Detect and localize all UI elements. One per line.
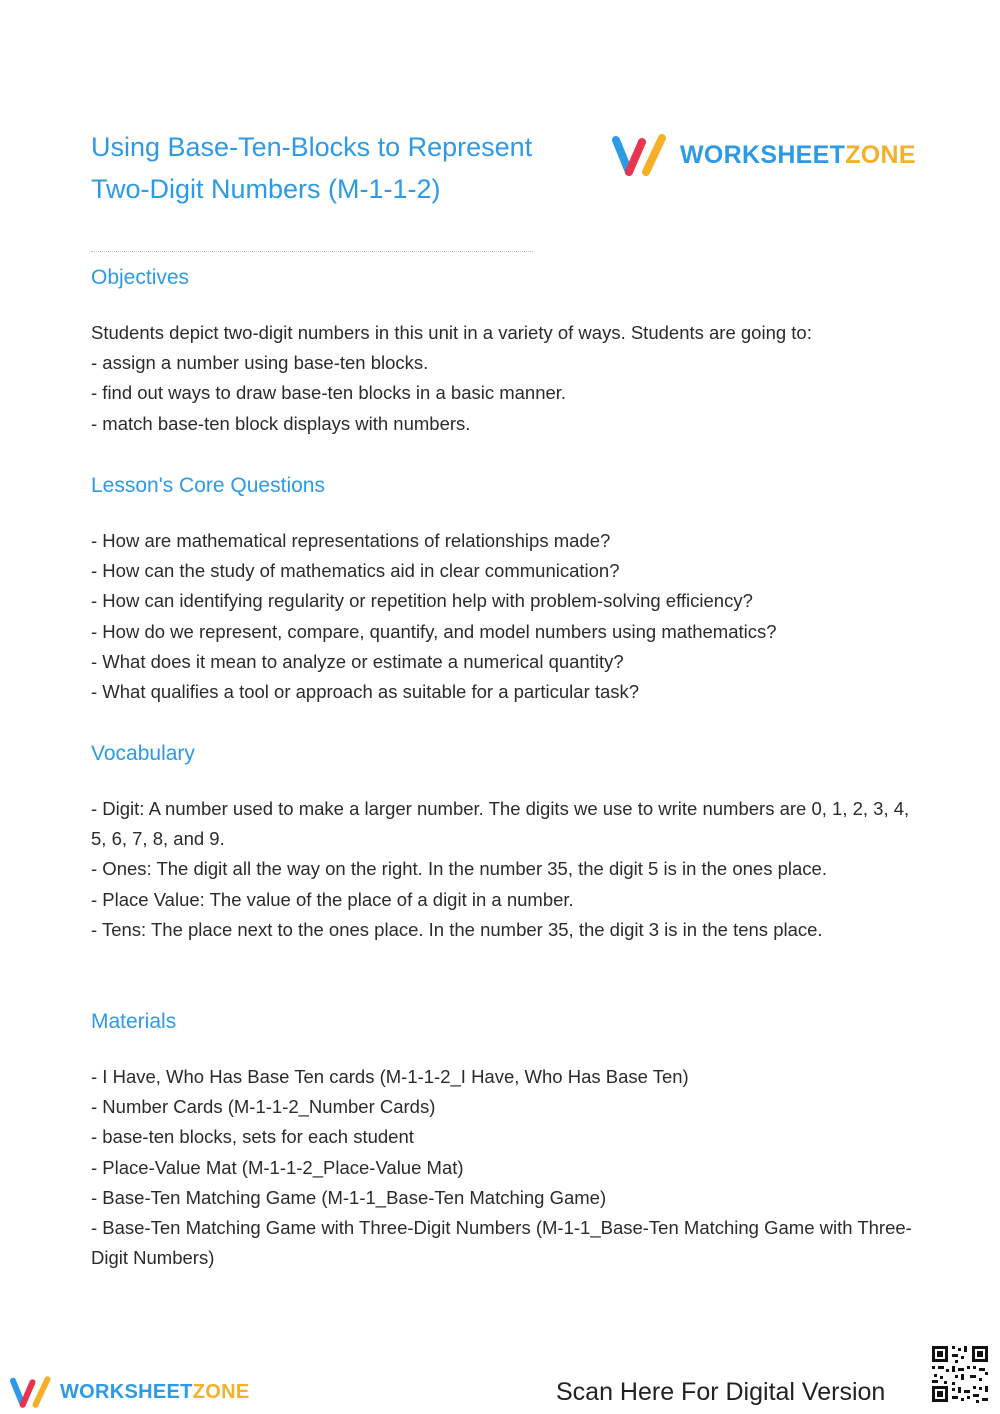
- objectives-heading: Objectives: [91, 266, 190, 289]
- title-divider: [91, 251, 533, 252]
- objectives-line: - match base-ten block displays with numbers.: [91, 412, 471, 434]
- core-question-line: - How can the study of mathematics aid in clear communication?: [91, 560, 620, 582]
- vocabulary-line: - Ones: The digit all the way on the right. In the number 35, the digit 5 is in the ones place.: [91, 858, 827, 880]
- vocabulary-line: - Tens: The place next to the ones place. In the number 35, the digit 3 is in the tens place.: [91, 918, 823, 940]
- core-question-line: - How can identifying regularity or repetition help with problem-solving efficiency?: [91, 590, 753, 612]
- vocabulary-body: [91, 794, 921, 945]
- brand-name-part-2: ZONE: [845, 140, 916, 169]
- materials-line: - Base-Ten Matching Game with Three-Digit Numbers (M-1-1_Base-Ten Matching Game with Three-Digit Numbers): [91, 1217, 912, 1269]
- scan-for-digital-text: Scan Here For Digital Version: [556, 1378, 886, 1406]
- core-question-line: - How are mathematical representations of relationships made?: [91, 530, 611, 551]
- materials-line: - Place-Value Mat (M-1-1-2_Place-Value Mat): [91, 1156, 464, 1178]
- footer-brand-name-part-1: WORKSHEET: [60, 1380, 193, 1403]
- brand-name: [680, 141, 916, 170]
- footer-brand-name: [60, 1381, 249, 1404]
- brand-name-part-1: WORKSHEET: [680, 140, 846, 169]
- core-questions-body: [91, 526, 921, 707]
- vocabulary-line: - Place Value: The value of the place of a digit in a number.: [91, 888, 574, 910]
- objectives-line: - find out ways to draw base-ten blocks in a basic manner.: [91, 382, 567, 404]
- objectives-body: [91, 318, 921, 439]
- qr-code-icon[interactable]: [928, 1342, 992, 1406]
- materials-line: - Number Cards (M-1-1-2_Number Cards): [91, 1096, 436, 1118]
- core-question-line: - What does it mean to analyze or estimate a numerical quantity?: [91, 650, 624, 672]
- materials-line: - I Have, Who Has Base Ten cards (M-1-1-2_I Have, Who Has Base Ten): [91, 1066, 689, 1087]
- vocabulary-line: - Digit: A number used to make a larger number. The digits we use to write numbers are 0, 1, 2, 3, 4, 5, 6, 7, 8, and 9.: [91, 798, 910, 850]
- objectives-line: Students depict two-digit numbers in this unit in a variety of ways. Students are going to:: [91, 322, 812, 343]
- core-question-line: - What qualifies a tool or approach as suitable for a particular task?: [91, 681, 640, 703]
- vocabulary-heading: Vocabulary: [91, 742, 195, 765]
- materials-heading: Materials: [91, 1010, 177, 1033]
- core-question-line: - How do we represent, compare, quantify, and model numbers using mathematics?: [91, 620, 777, 642]
- materials-body: [91, 1062, 921, 1273]
- objectives-line: - assign a number using base-ten blocks.: [91, 352, 429, 374]
- materials-line: - base-ten blocks, sets for each student: [91, 1126, 414, 1148]
- footer-brand-name-part-2: ZONE: [192, 1380, 250, 1403]
- core-questions-heading: Lesson's Core Questions: [91, 474, 325, 497]
- page-title: Using Base-Ten-Blocks to Represent Two-Digit Numbers (M-1-1-2): [91, 132, 533, 204]
- worksheetzone-logo-icon: [10, 1376, 52, 1408]
- footer-brand-logo: [10, 1376, 249, 1408]
- materials-line: - Base-Ten Matching Game (M-1-1_Base-Ten Matching Game): [91, 1186, 607, 1208]
- brand-logo: [612, 134, 916, 176]
- worksheetzone-logo-icon: [612, 134, 668, 176]
